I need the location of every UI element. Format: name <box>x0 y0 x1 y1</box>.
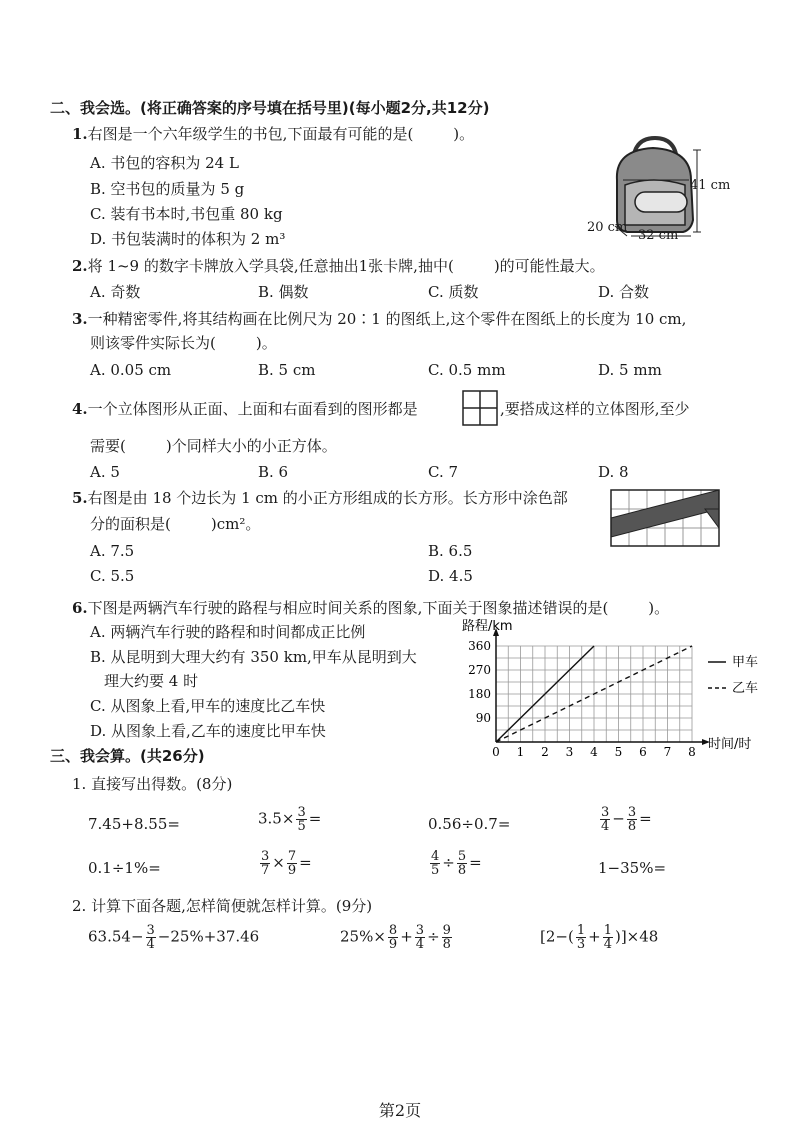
fraction: $\frac{9}{8}$ <box>442 923 451 952</box>
q5-stem: 5.右图是由 18 个边长为 1 cm 的小正方形组成的长方形。长方形中涂色部 <box>72 489 568 507</box>
q1-option-a: A. 书包的容积为 24 L <box>90 154 239 172</box>
q4-option-b: B. 6 <box>258 463 289 481</box>
oral-expr-7: $\frac{4}{5}$ ÷ $\frac{5}{8}$ = <box>431 849 482 878</box>
q2-option-c: C. 质数 <box>428 283 479 301</box>
x-tick-label: 3 <box>565 745 574 759</box>
oral-expr-6: $\frac{3}{7}$ × $\frac{7}{9}$ = <box>261 849 312 878</box>
q6-option-c: C. 从图象上看,甲车的速度比乙车快 <box>90 697 326 715</box>
oral-expr-8: 1−35%= <box>598 859 667 877</box>
q2-option-d: D. 合数 <box>598 283 650 301</box>
calc-expr-2: 25%× $\frac{8}{9}$ + $\frac{3}{4}$ ÷ $\frac{9}{8}$ <box>340 923 451 952</box>
q1-number: 1. <box>72 125 88 143</box>
oral-expr-1: 7.45+8.55= <box>88 815 180 833</box>
fraction: $\frac{3}{4}$ <box>415 923 425 952</box>
q3-option-d: D. 5 mm <box>598 361 662 379</box>
x-tick-label: 0 <box>492 745 500 759</box>
q3-stem: 3.一种精密零件,将其结构画在比例尺为 20∶1 的图纸上,这个零件在图纸上的长度为 10 cm, <box>72 310 687 328</box>
page-number: 第2页 <box>378 1101 422 1120</box>
fraction: $\frac{3}{5}$ <box>297 805 306 834</box>
q5-option-c: C. 5.5 <box>90 567 135 585</box>
oral-expr-2: 3.5× $\frac{3}{5}$ = <box>258 805 322 834</box>
q5-number: 5. <box>72 489 88 507</box>
q3-number: 3. <box>72 310 88 328</box>
fraction: $\frac{1}{3}$ <box>576 923 586 952</box>
fraction: $\frac{8}{9}$ <box>388 923 398 952</box>
q4-stem: 4.一个立体图形从正面、上面和右面看到的图形都是 <box>72 400 418 418</box>
square-view-figure <box>462 390 498 426</box>
legend-label: 甲车 <box>732 655 759 670</box>
backpack-width-label: 32 cm <box>638 228 679 243</box>
q4-option-d: D. 8 <box>598 463 629 481</box>
q1-option-b: B. 空书包的质量为 5 g <box>90 180 245 198</box>
q5-option-b: B. 6.5 <box>428 542 473 560</box>
oral-expr-4: $\frac{3}{4}$ − $\frac{3}{8}$ = <box>601 805 652 834</box>
q1-stem: 1.右图是一个六年级学生的书包,下面最有可能的是( )。 <box>72 125 475 143</box>
chart-axes <box>493 628 710 745</box>
x-tick-label: 4 <box>590 745 598 759</box>
fraction: $\frac{3}{8}$ <box>627 805 637 834</box>
calc-expr-1: 63.54− $\frac{3}{4}$ −25%+37.46 <box>88 923 260 952</box>
calc-expr-3: [2−( $\frac{1}{3}$ + $\frac{1}{4}$ )]×48 <box>540 923 659 952</box>
q2-stem: 2.将 1~9 的数字卡牌放入学具袋,任意抽出1张卡牌,抽中( )的可能性最大。 <box>72 257 605 275</box>
q6-option-b-cont: 理大约要 4 时 <box>104 672 199 690</box>
q4-number: 4. <box>72 400 88 418</box>
fraction: $\frac{1}{4}$ <box>603 923 612 952</box>
q6-option-a: A. 两辆汽车行驶的路程和时间都成正比例 <box>90 623 366 641</box>
y-tick-label: 180 <box>468 687 491 701</box>
q3-option-b: B. 5 cm <box>258 361 316 379</box>
q5-stem-line2: 分的面积是( )cm²。 <box>90 515 261 533</box>
y-tick-label: 270 <box>468 663 491 677</box>
fraction: $\frac{3}{7}$ <box>261 849 270 878</box>
fraction: $\frac{3}{4}$ <box>146 923 155 952</box>
fraction: $\frac{5}{8}$ <box>457 849 467 878</box>
oral-expr-5: 0.1÷1%= <box>88 859 161 877</box>
x-tick-label: 5 <box>614 745 623 759</box>
q3-option-c: C. 0.5 mm <box>428 361 506 379</box>
x-tick-label: 6 <box>639 745 647 759</box>
q2-option-a: A. 奇数 <box>90 283 141 301</box>
q6-number: 6. <box>72 599 88 617</box>
section3-part2-heading: 2. 计算下面各题,怎样简便就怎样计算。(9分) <box>72 897 373 915</box>
q4-option-a: A. 5 <box>90 463 120 481</box>
q2-number: 2. <box>72 257 88 275</box>
section2-heading: 二、我会选。(将正确答案的序号填在括号里)(每小题2分,共12分) <box>50 99 490 117</box>
y-tick-label: 360 <box>468 639 491 653</box>
q6-option-b: B. 从昆明到大理大约有 350 km,甲车从昆明到大 <box>90 648 417 666</box>
backpack-depth-label: 20 cm <box>587 220 628 235</box>
shaded-rectangle-figure <box>610 488 730 550</box>
fraction: $\frac{4}{5}$ <box>431 849 440 878</box>
chart-legend <box>708 655 758 696</box>
x-tick-label: 2 <box>541 745 549 759</box>
q1-option-c: C. 装有书本时,书包重 80 kg <box>90 205 283 223</box>
distance-time-chart <box>440 614 770 764</box>
q5-option-d: D. 4.5 <box>428 567 473 585</box>
section3-heading: 三、我会算。(共26分) <box>50 747 205 765</box>
x-tick-label: 8 <box>688 745 696 759</box>
q6-option-d: D. 从图象上看,乙车的速度比甲车快 <box>90 722 326 740</box>
oral-expr-3: 0.56÷0.7= <box>428 815 511 833</box>
x-tick-label: 7 <box>663 745 672 759</box>
q4-option-c: C. 7 <box>428 463 459 481</box>
q2-option-b: B. 偶数 <box>258 283 309 301</box>
section3-part1-heading: 1. 直接写出得数。(8分) <box>72 775 233 793</box>
chart-ylabel: 路程/km <box>462 619 513 634</box>
fraction: $\frac{3}{4}$ <box>601 805 610 834</box>
fraction: $\frac{7}{9}$ <box>287 849 297 878</box>
backpack-height-label: 41 cm <box>690 178 731 193</box>
legend-label: 乙车 <box>732 681 759 696</box>
x-tick-label: 1 <box>516 745 525 759</box>
q5-option-a: A. 7.5 <box>90 542 135 560</box>
q1-option-d: D. 书包装满时的体积为 2 m³ <box>90 230 286 248</box>
q3-stem-line2: 则该零件实际长为( )。 <box>90 334 277 352</box>
q3-option-a: A. 0.05 cm <box>90 361 172 379</box>
q4-stem-end: ,要搭成这样的立体图形,至少 <box>500 400 690 418</box>
chart-xlabel: 时间/时 <box>708 737 752 752</box>
q4-stem-line2: 需要( )个同样大小的小正方体。 <box>90 437 337 455</box>
q6-stem: 6.下图是两辆汽车行驶的路程与相应时间关系的图象,下面关于图象描述错误的是( )。 <box>72 599 670 617</box>
y-tick-label: 90 <box>475 711 491 725</box>
